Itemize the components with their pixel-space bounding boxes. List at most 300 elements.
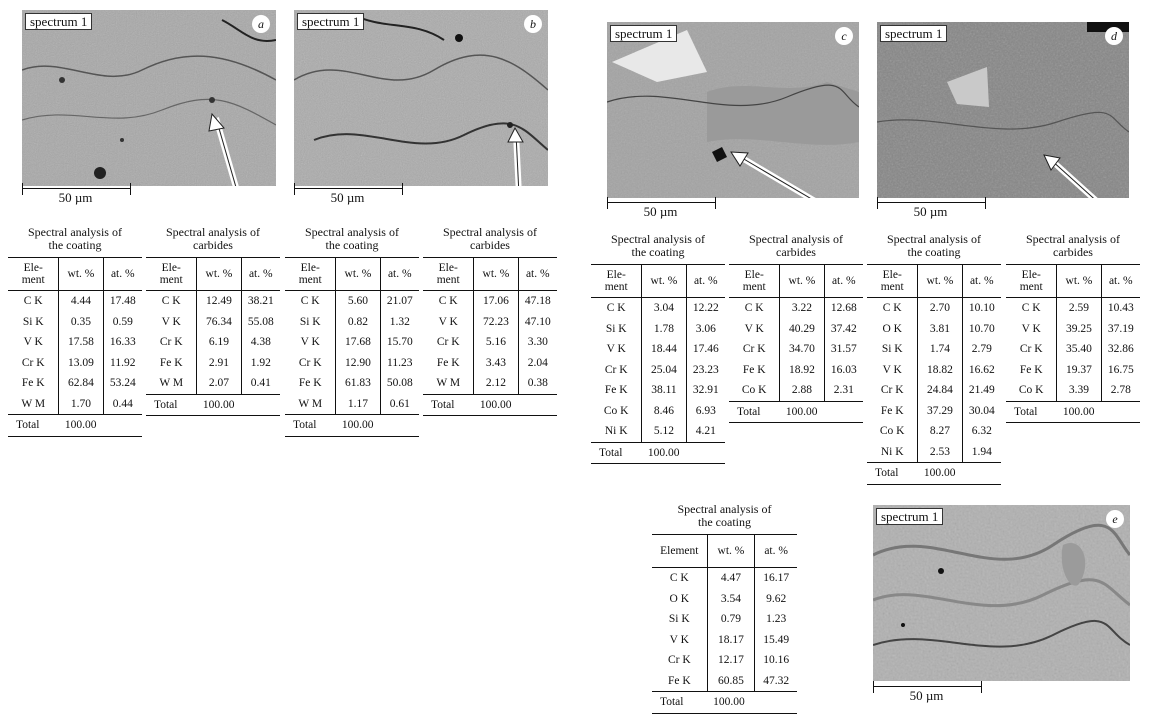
header-element [423,258,474,291]
panel-letter: d [1105,27,1123,45]
spectral-table [8,257,142,437]
cell-element: W M [298,397,323,410]
cell-at: 3.30 [518,332,557,353]
cell-at: 11.23 [380,353,419,374]
scale-label-d: 50 µm [913,204,948,219]
cell-element: V K [438,315,458,328]
table-row [1006,380,1140,401]
table-row [423,373,557,394]
table-row [591,339,725,360]
cell-element: W M [436,377,461,390]
table-title [867,233,1001,259]
cell-wt: 3.81 [918,319,962,340]
cell-wt: 4.47 [707,568,755,589]
header-element [1006,265,1057,298]
micrograph-c [607,22,859,198]
table-row [423,332,557,353]
cell-at: 16.03 [824,360,863,381]
cell-element: Co K [603,404,629,417]
cell-element: C K [1021,302,1041,315]
cell-at: 30.04 [962,401,1001,422]
cell-at: 10.70 [962,319,1001,340]
table-e-coating [652,503,797,714]
cell-element: C K [438,295,458,308]
cell-at: 10.16 [755,650,797,671]
cell-element: Ni K [604,425,628,438]
header-element-line1: Ele- [161,262,181,274]
micrograph-b-image [294,10,548,186]
cell-wt: 12.49 [197,291,241,312]
cell-at: 6.93 [686,401,725,422]
micrograph-b [294,10,548,186]
cell-wt: 24.84 [918,380,962,401]
scale-label-c: 50 µm [643,204,678,219]
table-row [8,332,142,353]
total-value: 100.00 [707,692,797,714]
cell-at: 0.38 [518,373,557,394]
scale-label-b: 50 µm [330,190,365,205]
cell-at: 15.49 [755,630,797,651]
table-row [423,312,557,333]
header-element-line2: ment [298,274,322,286]
header-wt: wt. % [780,265,824,298]
total-row [729,401,863,423]
cell-at: 47.10 [518,312,557,333]
cell-wt: 17.58 [59,332,103,353]
total-row [146,394,280,416]
table-title-line1: Spectral analysis of [677,502,772,516]
cell-at: 55.08 [241,312,280,333]
micrograph-a-image [22,10,276,186]
cell-wt: 17.68 [336,332,380,353]
cell-wt: 13.09 [59,353,103,374]
header-element [146,258,197,291]
cell-at: 37.19 [1101,319,1140,340]
table-row [591,401,725,422]
cell-element: O K [882,322,902,335]
cell-wt: 0.35 [59,312,103,333]
table-row [1006,360,1140,381]
total-row [1006,401,1140,423]
total-label: Total [423,394,474,416]
spectral-table [591,264,725,464]
table-b-carbides [423,226,557,416]
cell-wt: 38.11 [642,380,686,401]
panel-letter: c [835,27,853,45]
total-row [285,415,419,437]
table-row [146,312,280,333]
cell-element: Fe K [742,363,766,376]
cell-wt: 5.60 [336,291,380,312]
table-title [652,503,797,529]
cell-at: 16.62 [962,360,1001,381]
cell-element: Cr K [667,654,691,667]
table-row [867,339,1001,360]
spectral-table [146,257,280,416]
header-element [591,265,642,298]
table-row [146,332,280,353]
cell-element: Co K [879,425,905,438]
cell-wt: 2.12 [474,373,518,394]
total-row [867,463,1001,485]
table-row [591,319,725,340]
cell-element: V K [669,633,689,646]
cell-element: C K [606,302,626,315]
spectral-table [652,534,797,714]
cell-element: W M [159,377,184,390]
table-row [867,442,1001,463]
cell-element: Cr K [604,363,628,376]
scale-label-a: 50 µm [58,190,93,205]
cell-at: 0.61 [380,394,419,415]
cell-at: 17.46 [686,339,725,360]
cell-wt: 8.46 [642,401,686,422]
cell-element: Si K [299,315,321,328]
table-row [423,291,557,312]
table-title [729,233,863,259]
cell-element: Fe K [298,377,322,390]
cell-at: 1.92 [241,353,280,374]
header-at: at. % [380,258,419,291]
table-row [867,319,1001,340]
micrograph-a [22,10,276,186]
cell-at: 9.62 [755,589,797,610]
header-element-line2: ment [159,274,183,286]
table-row [8,394,142,415]
header-element [652,535,707,568]
header-wt: wt. % [707,535,755,568]
total-value: 100.00 [474,394,557,416]
header-element-line1: Ele- [744,269,764,281]
total-label: Total [8,415,59,437]
cell-element: Cr K [880,384,904,397]
cell-element: V K [23,336,43,349]
cell-element: Fe K [667,674,691,687]
table-row [729,380,863,401]
table-row [423,353,557,374]
table-row [1006,319,1140,340]
table-row [867,401,1001,422]
table-a-carbides [146,226,280,416]
cell-wt: 2.53 [918,442,962,463]
table-row [285,332,419,353]
spectral-table [867,264,1001,485]
table-title [285,226,419,252]
cell-wt: 3.22 [780,298,824,319]
table-title-line1: Spectral analysis of [166,225,260,239]
total-value: 100.00 [642,442,725,464]
cell-wt: 37.29 [918,401,962,422]
spectral-table [423,257,557,416]
table-row [285,353,419,374]
table-title-line1: Spectral analysis of [1026,232,1120,246]
cell-element: Co K [1018,384,1044,397]
table-title [146,226,280,252]
cell-element: Si K [605,322,627,335]
table-title-line2: carbides [776,245,816,259]
table-row [867,360,1001,381]
cell-at: 0.41 [241,373,280,394]
cell-wt: 2.07 [197,373,241,394]
cell-at: 1.32 [380,312,419,333]
cell-wt: 3.04 [642,298,686,319]
cell-at: 37.42 [824,319,863,340]
cell-element: C K [744,302,764,315]
header-element-line1: Ele- [300,262,320,274]
cell-wt: 2.88 [780,380,824,401]
header-element [729,265,780,298]
spectrum-label: spectrum 1 [876,508,943,525]
table-c-carbides [729,233,863,423]
cell-element: Fe K [436,356,460,369]
cell-element: Ni K [880,445,904,458]
table-row [8,312,142,333]
table-title-line1: Spectral analysis of [443,225,537,239]
cell-at: 12.68 [824,298,863,319]
header-element [867,265,918,298]
cell-at: 47.32 [755,671,797,692]
cell-at: 2.04 [518,353,557,374]
table-row [1006,298,1140,319]
table-row [146,373,280,394]
cell-wt: 0.82 [336,312,380,333]
header-element-line2: ment [436,274,460,286]
cell-at: 23.23 [686,360,725,381]
cell-wt: 8.27 [918,421,962,442]
table-d-carbides [1006,233,1140,423]
table-title-line2: carbides [470,238,510,252]
panel-letter: e [1106,510,1124,528]
cell-element: Fe K [21,377,45,390]
header-element-line1: Ele- [23,262,43,274]
total-label: Total [146,394,197,416]
cell-at: 31.57 [824,339,863,360]
cell-wt: 60.85 [707,671,755,692]
cell-wt: 12.17 [707,650,755,671]
table-row [591,421,725,442]
cell-wt: 61.83 [336,373,380,394]
panel-letter: b [524,15,542,33]
header-at: at. % [962,265,1001,298]
total-value: 100.00 [336,415,419,437]
table-row [729,360,863,381]
table-title-line2: the coating [325,238,379,252]
spectral-table [729,264,863,423]
total-row [652,692,797,714]
table-title [1006,233,1140,259]
cell-wt: 1.78 [642,319,686,340]
table-title-line1: Spectral analysis of [28,225,122,239]
total-label: Total [285,415,336,437]
spectral-table [1006,264,1140,423]
header-at: at. % [824,265,863,298]
header-element [285,258,336,291]
cell-wt: 4.44 [59,291,103,312]
cell-at: 0.59 [103,312,142,333]
cell-wt: 5.12 [642,421,686,442]
spectrum-label: spectrum 1 [610,25,677,42]
cell-wt: 18.92 [780,360,824,381]
cell-wt: 1.70 [59,394,103,415]
micrograph-e-image [873,505,1130,681]
table-title-line2: the coating [907,245,961,259]
cell-wt: 18.44 [642,339,686,360]
total-value: 100.00 [1057,401,1140,423]
table-title [423,226,557,252]
table-row [285,291,419,312]
table-row [729,319,863,340]
panel-letter: a [252,15,270,33]
header-wt: wt. % [197,258,241,291]
cell-element: Fe K [880,404,904,417]
table-row [867,380,1001,401]
table-title-line2: the coating [631,245,685,259]
header-element [8,258,59,291]
table-title-line1: Spectral analysis of [305,225,399,239]
cell-element: C K [300,295,320,308]
total-label: Total [652,692,707,714]
header-wt: wt. % [1057,265,1101,298]
cell-wt: 1.74 [918,339,962,360]
total-value: 100.00 [918,463,1001,485]
cell-wt: 1.17 [336,394,380,415]
header-element-line2: ment [1019,281,1043,293]
table-row [146,291,280,312]
cell-at: 12.22 [686,298,725,319]
header-element-line2: ment [21,274,45,286]
cell-at: 10.10 [962,298,1001,319]
cell-wt: 18.82 [918,360,962,381]
header-wt: wt. % [474,258,518,291]
cell-wt: 3.43 [474,353,518,374]
cell-at: 17.48 [103,291,142,312]
table-title-line2: the coating [698,515,751,529]
cell-at: 32.86 [1101,339,1140,360]
header-element-line1: Ele- [438,262,458,274]
cell-element: C K [23,295,43,308]
cell-wt: 76.34 [197,312,241,333]
spectral-table [285,257,419,437]
cell-at: 2.78 [1101,380,1140,401]
header-at: at. % [241,258,280,291]
total-row [8,415,142,437]
header-wt: wt. % [918,265,962,298]
cell-element: C K [161,295,181,308]
cell-wt: 6.19 [197,332,241,353]
cell-wt: 0.79 [707,609,755,630]
cell-wt: 62.84 [59,373,103,394]
cell-wt: 25.04 [642,360,686,381]
cell-at: 53.24 [103,373,142,394]
table-title-line2: the coating [48,238,102,252]
cell-element: V K [606,343,626,356]
header-wt: wt. % [642,265,686,298]
cell-at: 0.44 [103,394,142,415]
total-value: 100.00 [780,401,863,423]
header-wt: wt. % [59,258,103,291]
cell-wt: 3.39 [1057,380,1101,401]
cell-element: V K [882,363,902,376]
header-wt: wt. % [336,258,380,291]
spectrum-label: spectrum 1 [297,13,364,30]
header-at: at. % [103,258,142,291]
cell-wt: 3.54 [707,589,755,610]
cell-element: Cr K [436,336,460,349]
table-row [285,312,419,333]
micrograph-d [877,22,1129,198]
cell-at: 47.18 [518,291,557,312]
cell-at: 38.21 [241,291,280,312]
cell-wt: 2.70 [918,298,962,319]
cell-wt: 72.23 [474,312,518,333]
micrograph-e [873,505,1130,681]
table-row [285,373,419,394]
cell-at: 16.33 [103,332,142,353]
cell-element: Fe K [159,356,183,369]
cell-element: C K [882,302,902,315]
cell-element: Fe K [1019,363,1043,376]
table-title-line2: carbides [1053,245,1093,259]
cell-at: 50.08 [380,373,419,394]
cell-at: 16.75 [1101,360,1140,381]
cell-at: 15.70 [380,332,419,353]
cell-element: V K [300,336,320,349]
header-element-line2: ment [880,281,904,293]
total-label: Total [867,463,918,485]
total-label: Total [591,442,642,464]
cell-wt: 40.29 [780,319,824,340]
table-row [8,291,142,312]
cell-at: 2.79 [962,339,1001,360]
cell-element: V K [744,322,764,335]
table-d-coating [867,233,1001,485]
cell-element: Si K [22,315,44,328]
table-row [652,630,797,651]
header-at: at. % [686,265,725,298]
cell-element: W M [21,397,46,410]
cell-at: 1.94 [962,442,1001,463]
table-row [591,380,725,401]
cell-element: Cr K [298,356,322,369]
cell-at: 4.38 [241,332,280,353]
cell-at: 1.23 [755,609,797,630]
cell-wt: 34.70 [780,339,824,360]
table-a-coating [8,226,142,437]
header-element-line2: ment [604,281,628,293]
header-at: at. % [755,535,797,568]
table-row [8,373,142,394]
table-row [729,339,863,360]
cell-element: Cr K [21,356,45,369]
table-title [591,233,725,259]
header-element-line1: Element [660,545,699,557]
cell-wt: 17.06 [474,291,518,312]
cell-element: Si K [881,343,903,356]
cell-at: 32.91 [686,380,725,401]
table-title [8,226,142,252]
cell-element: V K [161,315,181,328]
cell-wt: 12.90 [336,353,380,374]
cell-wt: 18.17 [707,630,755,651]
cell-at: 3.06 [686,319,725,340]
cell-at: 16.17 [755,568,797,589]
table-row [867,421,1001,442]
cell-element: C K [669,572,689,585]
cell-element: O K [669,592,690,605]
total-value: 100.00 [59,415,142,437]
table-row [652,589,797,610]
cell-element: Co K [741,384,767,397]
